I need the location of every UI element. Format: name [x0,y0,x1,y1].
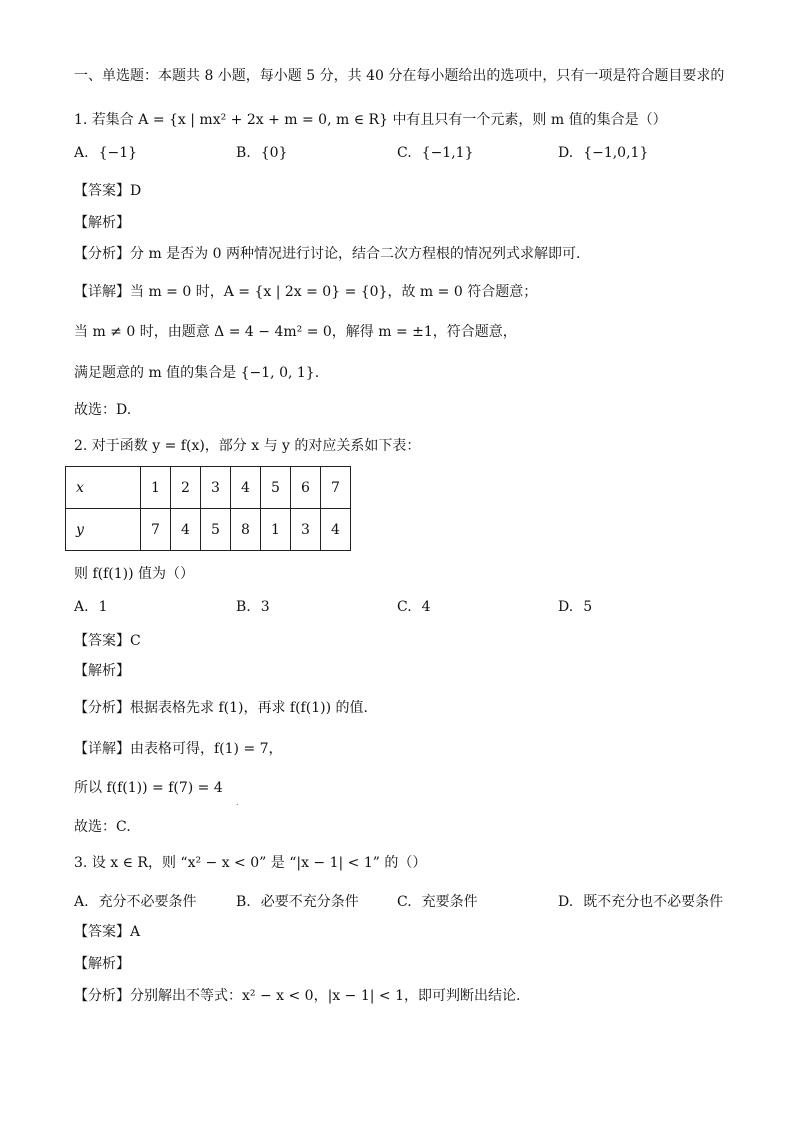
q3-stem: 3. 设 x ∈ R，则 “x² − x < 0” 是 “|x − 1| < 1” 的（） [74,855,427,871]
stray-dot: . [236,798,239,807]
q1-choice: 故选：D. [74,402,132,418]
q3-option-d[interactable]: D. 既不充分也不必要条件 [558,894,724,910]
q2-analysis: 【分析】根据表格先求 f(1)，再求 f(f(1)) 的值. [74,700,368,716]
q2-detail: 【详解】由表格可得，f(1) = 7， [74,741,283,757]
q2-choice: 故选：C. [74,819,131,835]
q1-option-d[interactable]: D. {−1,0,1} [558,145,649,161]
q1-analysis: 【分析】分 m 是否为 0 两种情况进行讨论，结合二次方程根的情况列式求解即可. [74,246,581,262]
table-cell: 6 [291,467,321,509]
q2-answer: 【答案】C [74,633,141,649]
table-cell: 7 [321,467,351,509]
q1-option-b[interactable]: B. {0} [236,145,288,161]
table-cell: 3 [201,467,231,509]
q3-option-b[interactable]: B. 必要不充分条件 [236,894,359,910]
q3-option-a[interactable]: A. 充分不必要条件 [74,894,197,910]
table-row-y [66,509,351,551]
q1-conclusion: 满足题意的 m 值的集合是 {−1, 0, 1}. [74,365,320,381]
q1-stem-pre: 1. 若集合 [74,112,134,128]
q1-answer: 【答案】D [74,183,142,199]
table-cell: 7 [141,509,171,551]
table-cell: 4 [171,509,201,551]
q2-intro: 2. 对于函数 y = f(x)，部分 x 与 y 的对应关系如下表： [74,438,421,454]
q1-option-c[interactable]: C. {−1,1} [397,145,474,161]
q2-option-c[interactable]: C. 4 [397,599,431,615]
q2-step-two: 所以 f(f(1)) = f(7) = 4 [74,780,223,796]
q2-option-d[interactable]: D. 5 [558,599,593,615]
q3-jiexi-heading: 【解析】 [74,956,130,972]
table-row-x [66,467,351,509]
q1-case-two: 当 m ≠ 0 时，由题意 Δ = 4 − 4m² = 0，解得 m = ±1，符合题意， [74,324,517,340]
q1-option-a[interactable]: A. {−1} [74,145,138,161]
table-header-x: x [66,467,141,509]
q3-analysis: 【分析】分别解出不等式：x² − x < 0，|x − 1| < 1，即可判断出结论. [74,988,521,1004]
table-cell: 1 [141,467,171,509]
q2-question: 则 f(f(1)) 值为（） [74,566,195,582]
table-cell: 4 [321,509,351,551]
q2-jiexi-heading: 【解析】 [74,663,130,679]
q1-detail: 【详解】当 m = 0 时，A = {x | 2x = 0} = {0}，故 m = 0 符合题意； [74,284,538,300]
q1-jiexi-heading: 【解析】 [74,215,130,231]
q2-options [74,599,734,619]
table-cell: 5 [201,509,231,551]
q1-options [74,145,734,165]
table-header-y: y [66,509,141,551]
q1-set-expression: A = {x | mx² + 2x + m = 0, m ∈ R} [138,112,388,128]
section-header: 一、单选题：本题共 8 小题，每小题 5 分，共 40 分在每小题给出的选项中，只有一项是符合题目要求的 [74,68,725,84]
q1-stem [74,110,667,130]
q3-options [74,891,734,911]
q2-option-b[interactable]: B. 3 [236,599,270,615]
table-cell: 5 [261,467,291,509]
table-cell: 1 [261,509,291,551]
table-cell: 4 [231,467,261,509]
table-cell: 2 [171,467,201,509]
q2-option-a[interactable]: A. 1 [74,599,108,615]
table-cell: 3 [291,509,321,551]
q3-answer: 【答案】A [74,924,141,940]
q2-value-table [65,466,351,551]
table-cell: 8 [231,509,261,551]
q3-option-c[interactable]: C. 充要条件 [397,894,478,910]
q1-stem-post: 中有且只有一个元素，则 m 值的集合是（） [392,112,667,128]
